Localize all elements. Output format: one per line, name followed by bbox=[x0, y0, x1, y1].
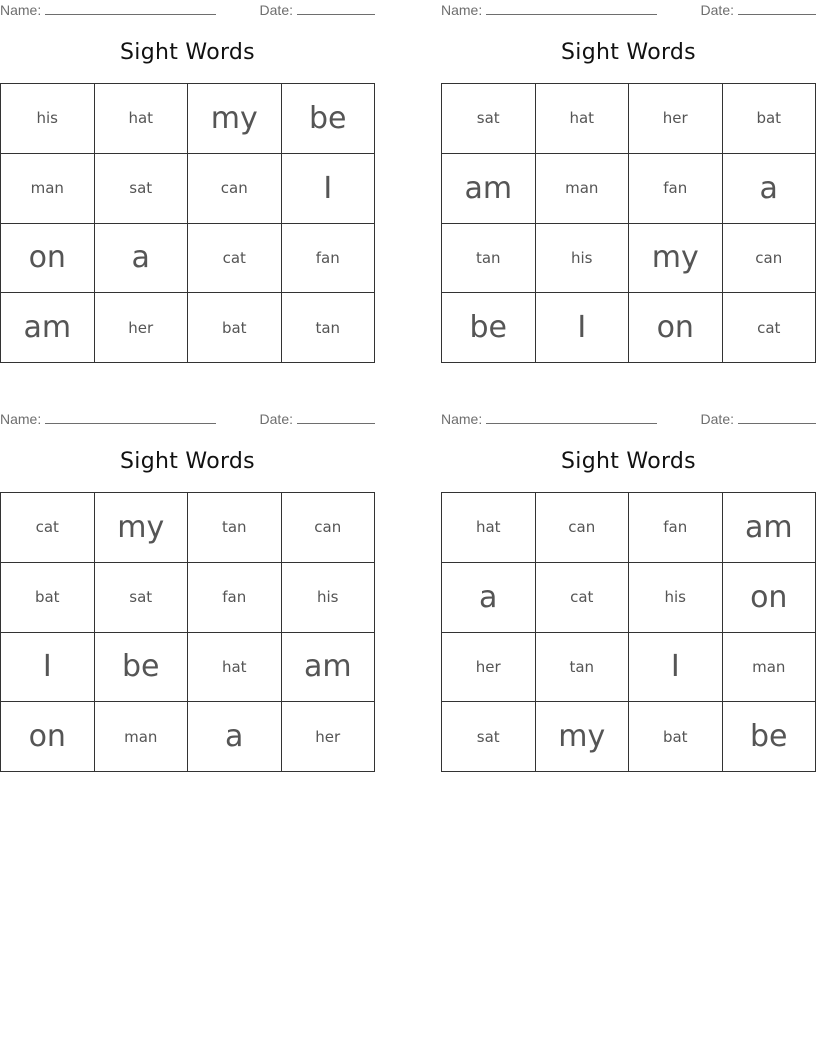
card-title: Sight Words bbox=[561, 40, 696, 65]
date-label: Date: bbox=[700, 411, 734, 427]
word-cell[interactable]: hat bbox=[188, 633, 282, 703]
word-cell[interactable]: his bbox=[536, 224, 630, 294]
word-cell[interactable]: hat bbox=[442, 493, 536, 563]
name-field[interactable] bbox=[441, 411, 657, 427]
word-cell[interactable]: sat bbox=[95, 154, 189, 224]
word-cell[interactable]: cat bbox=[536, 563, 630, 633]
word-cell[interactable]: be bbox=[723, 702, 816, 772]
word-cell[interactable]: tan bbox=[536, 633, 630, 703]
card-header bbox=[0, 2, 375, 18]
word-cell[interactable]: bat bbox=[188, 293, 282, 363]
word-cell[interactable]: I bbox=[282, 154, 376, 224]
bingo-card-3 bbox=[0, 409, 375, 789]
bingo-card-4 bbox=[441, 409, 816, 789]
word-cell[interactable]: am bbox=[723, 493, 816, 563]
word-grid bbox=[0, 492, 375, 772]
word-grid bbox=[0, 83, 375, 363]
word-cell[interactable]: her bbox=[282, 702, 376, 772]
word-grid bbox=[441, 492, 816, 772]
card-header bbox=[441, 2, 816, 18]
word-cell[interactable]: I bbox=[1, 633, 95, 703]
word-cell[interactable]: bat bbox=[629, 702, 723, 772]
word-cell[interactable]: fan bbox=[629, 154, 723, 224]
word-cell[interactable]: I bbox=[629, 633, 723, 703]
name-label: Name: bbox=[441, 2, 483, 18]
word-cell[interactable]: be bbox=[95, 633, 189, 703]
word-cell[interactable]: his bbox=[1, 84, 95, 154]
word-cell[interactable]: be bbox=[282, 84, 376, 154]
date-field[interactable] bbox=[701, 2, 816, 18]
name-blank[interactable] bbox=[45, 2, 216, 15]
name-blank[interactable] bbox=[486, 411, 657, 424]
word-cell[interactable]: man bbox=[723, 633, 816, 703]
word-cell[interactable]: I bbox=[536, 293, 630, 363]
word-cell[interactable]: sat bbox=[442, 702, 536, 772]
word-cell[interactable]: fan bbox=[188, 563, 282, 633]
word-cell[interactable]: her bbox=[442, 633, 536, 703]
word-cell[interactable]: my bbox=[188, 84, 282, 154]
word-cell[interactable]: hat bbox=[536, 84, 630, 154]
word-cell[interactable]: cat bbox=[723, 293, 816, 363]
name-field[interactable] bbox=[441, 2, 657, 18]
date-blank[interactable] bbox=[738, 411, 816, 424]
card-header bbox=[441, 411, 816, 427]
bingo-card-2 bbox=[441, 0, 816, 380]
card-title: Sight Words bbox=[120, 449, 255, 474]
card-title: Sight Words bbox=[561, 449, 696, 474]
word-cell[interactable]: be bbox=[442, 293, 536, 363]
name-field[interactable] bbox=[0, 411, 216, 427]
word-cell[interactable]: her bbox=[95, 293, 189, 363]
word-cell[interactable]: can bbox=[282, 493, 376, 563]
word-cell[interactable]: can bbox=[188, 154, 282, 224]
word-cell[interactable]: tan bbox=[282, 293, 376, 363]
word-cell[interactable]: tan bbox=[188, 493, 282, 563]
word-cell[interactable]: am bbox=[1, 293, 95, 363]
word-cell[interactable]: tan bbox=[442, 224, 536, 294]
word-cell[interactable]: am bbox=[282, 633, 376, 703]
date-field[interactable] bbox=[701, 411, 816, 427]
name-label: Name: bbox=[441, 411, 483, 427]
word-cell[interactable]: a bbox=[442, 563, 536, 633]
bingo-card-1 bbox=[0, 0, 375, 380]
card-title: Sight Words bbox=[120, 40, 255, 65]
name-label: Name: bbox=[0, 2, 42, 18]
word-cell[interactable]: his bbox=[282, 563, 376, 633]
word-cell[interactable]: on bbox=[1, 702, 95, 772]
word-cell[interactable]: my bbox=[95, 493, 189, 563]
word-grid bbox=[441, 83, 816, 363]
word-cell[interactable]: can bbox=[723, 224, 816, 294]
date-blank[interactable] bbox=[738, 2, 816, 15]
name-field[interactable] bbox=[0, 2, 216, 18]
date-label: Date: bbox=[259, 2, 293, 18]
name-blank[interactable] bbox=[45, 411, 216, 424]
word-cell[interactable]: sat bbox=[442, 84, 536, 154]
word-cell[interactable]: cat bbox=[188, 224, 282, 294]
word-cell[interactable]: my bbox=[536, 702, 630, 772]
word-cell[interactable]: man bbox=[536, 154, 630, 224]
word-cell[interactable]: on bbox=[629, 293, 723, 363]
name-label: Name: bbox=[0, 411, 42, 427]
word-cell[interactable]: man bbox=[95, 702, 189, 772]
date-blank[interactable] bbox=[297, 411, 375, 424]
date-field[interactable] bbox=[260, 411, 375, 427]
word-cell[interactable]: bat bbox=[1, 563, 95, 633]
name-blank[interactable] bbox=[486, 2, 657, 15]
word-cell[interactable]: fan bbox=[282, 224, 376, 294]
card-header bbox=[0, 411, 375, 427]
word-cell[interactable]: his bbox=[629, 563, 723, 633]
word-cell[interactable]: her bbox=[629, 84, 723, 154]
word-cell[interactable]: man bbox=[1, 154, 95, 224]
word-cell[interactable]: bat bbox=[723, 84, 816, 154]
word-cell[interactable]: cat bbox=[1, 493, 95, 563]
word-cell[interactable]: a bbox=[723, 154, 816, 224]
date-label: Date: bbox=[259, 411, 293, 427]
word-cell[interactable]: a bbox=[188, 702, 282, 772]
word-cell[interactable]: on bbox=[723, 563, 816, 633]
word-cell[interactable]: sat bbox=[95, 563, 189, 633]
word-cell[interactable]: can bbox=[536, 493, 630, 563]
word-cell[interactable]: hat bbox=[95, 84, 189, 154]
word-cell[interactable]: on bbox=[1, 224, 95, 294]
word-cell[interactable]: my bbox=[629, 224, 723, 294]
word-cell[interactable]: am bbox=[442, 154, 536, 224]
word-cell[interactable]: a bbox=[95, 224, 189, 294]
word-cell[interactable]: fan bbox=[629, 493, 723, 563]
date-blank[interactable] bbox=[297, 2, 375, 15]
date-label: Date: bbox=[700, 2, 734, 18]
date-field[interactable] bbox=[260, 2, 375, 18]
